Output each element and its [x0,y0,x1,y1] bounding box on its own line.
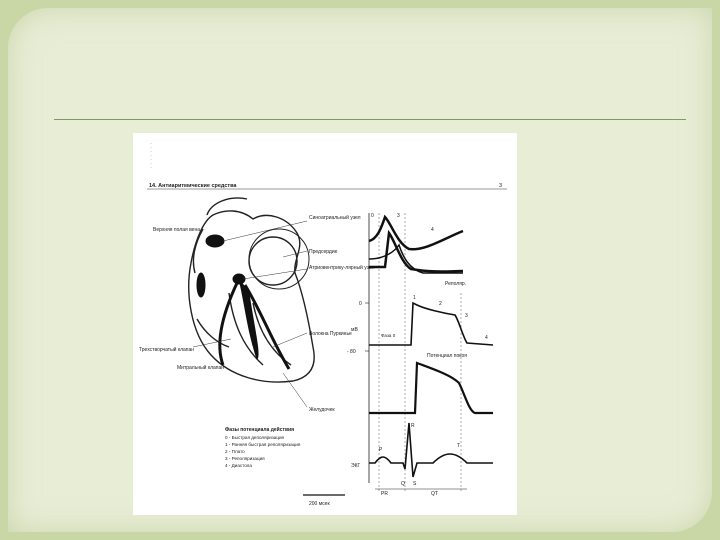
right-atrial-mass [197,273,205,297]
axis-ecg: ЭКГ [351,463,361,469]
sa-node-trace [369,217,463,249]
page-number: 3 [499,183,503,189]
figure-header: 14. Антиаритмические средства [149,183,237,189]
label-purkinje: Волокна Пуркинье [309,331,352,337]
time-scale-label: 200 мсек [309,501,330,507]
label-vena-cava: Верхняя полая вена [153,227,201,233]
axis-zero: 0 [359,301,362,307]
conduction-fibers [197,235,289,369]
ecg-P: P [379,447,383,453]
label-phase0: Фаза 0 [381,333,396,338]
atrial-trace [369,233,463,272]
phase-1-mid: 1 [413,295,416,301]
phase-3-top: 3 [397,213,400,219]
ecg-QT: QT [431,491,438,497]
title-divider [54,119,686,120]
ecg-T: T [457,443,461,449]
axis-mv: мВ [351,327,358,333]
legend-item: 1 - Ранняя быстрая реполяризация [225,442,301,447]
phase-3-mid: 3 [465,313,468,319]
legend-item: 4 - Диастола [225,463,252,468]
phase-4-mid: 4 [485,335,488,341]
phase-2-mid: 2 [439,301,442,307]
sa-atrial-traces [369,217,463,273]
label-repol: Реполяр. [445,281,467,287]
legend-item: 2 - Плато [225,449,245,454]
legend-title: Фазы потенциала действия [225,427,295,433]
figure-drawing [133,133,517,515]
phase-4-top: 4 [431,227,434,233]
ecg-S: S [413,481,417,487]
ecg-trace [369,423,493,477]
ventricle-trace [369,363,493,413]
label-rest: Потенциал покоя [427,353,468,359]
label-av-node: Атриовентрику-лярный узел [309,265,375,271]
label-sinoatrial: Синоатриальный узел [309,215,361,221]
axis-minus80: - 80 [347,349,356,355]
sa-node [206,235,224,247]
label-mitral: Митральный клапан [177,365,225,371]
legend-item: 3 - Реполяризация [225,456,265,461]
purkinje-trace [369,303,493,345]
phase-0-top: 0 [371,213,374,219]
label-atrium: Предсердие [309,249,338,255]
right-bundle-branch [220,283,237,365]
heart-illustration [189,198,314,382]
label-ventricle: Желудочек [309,407,335,413]
ecg-Q: Q [401,481,405,487]
ecg-PR: PR [381,491,388,497]
legend-item: 0 - Быстрая деполяризация [225,435,285,440]
label-tricuspid: Трехстворчатый клапан [139,347,195,353]
phase-legend [225,426,301,468]
ecg-R: R [411,423,415,429]
heart-conduction-figure [133,133,517,515]
